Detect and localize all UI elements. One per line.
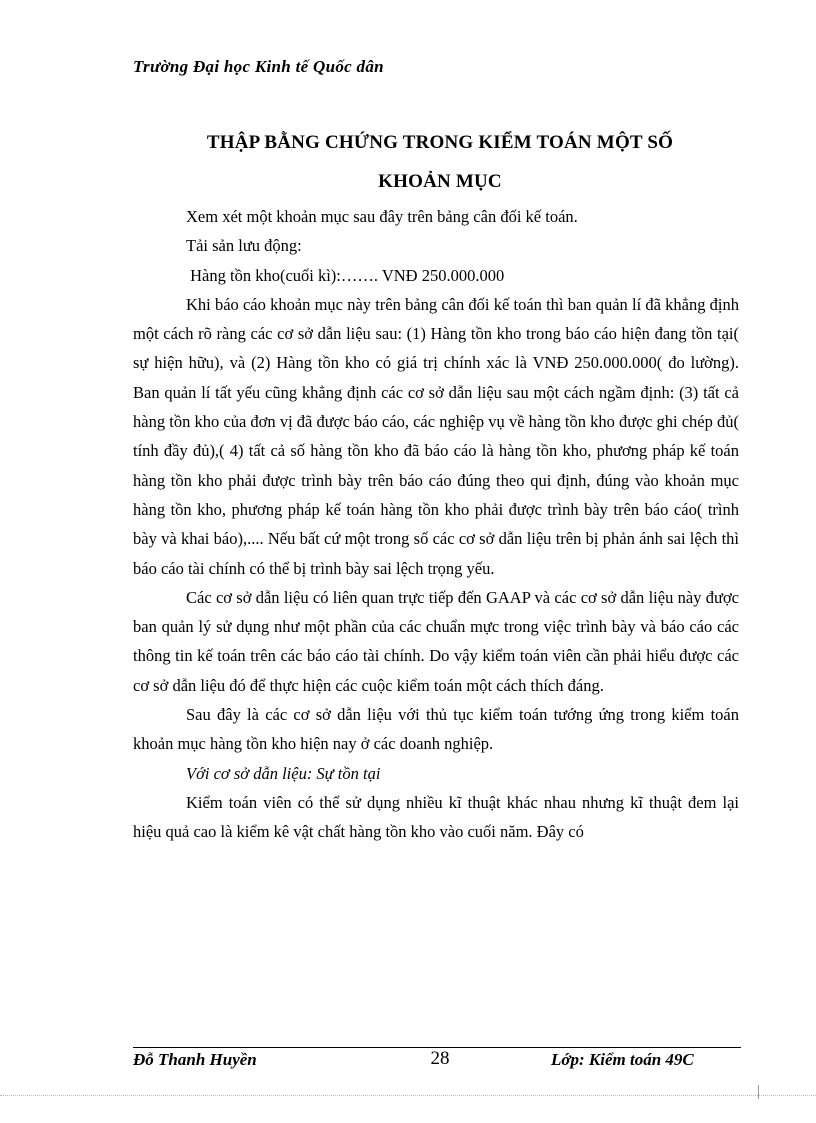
paragraph-gaap: Các cơ sở dẫn liệu có liên quan trực tiếp đến GAAP và các cơ sở dẫn liệu này được ban quản lý sử dụng như một phần của các chuẩn mực trong việc trình bày và báo cáo các thông tin kế toán trên các báo cáo tài chính. Do vậy kiểm toán viên cần phải hiểu được các cơ sở dẫn liệu đó để thực hiện các cuộc kiểm toán một cách thích đáng.	[133, 587, 739, 695]
paragraph-assertions: Khi báo cáo khoản mục này trên bảng cân đối kế toán thì ban quản lí đã khẳng định một cách rõ ràng các cơ sở dẫn liệu sau: (1) Hàng tồn kho trong báo cáo hiện đang tồn tại( sự hiện hữu), và (2) Hàng tồn kho có giá trị chính xác là VNĐ 250.000.000( đo lường). Ban quản lí tất yếu cũng khẳng định các cơ sở dẫn liệu sau một cách ngầm định: (3) tất cả hàng tồn kho của đơn vị đã được báo cáo, các nghiệp vụ về hàng tồn kho được ghi chép đủ( tính đầy đủ),( 4) tất cả số hàng tồn kho đã báo cáo là hàng tồn kho, phương pháp kế toán hàng tồn kho phải được trình bày trên báo cáo đúng theo qui định, đúng vào khoản mục hàng tồn kho, phương pháp kế toán hàng tồn kho phải được trình bày trên báo cáo( trình bày và khai báo),.... Nếu bất cứ một trong số các cơ sở dẫn liệu trên bị phản ánh sai lệch thì báo cáo tài chính có thể bị trình bày sai lệch trọng yếu.	[133, 294, 739, 578]
page-number: 28	[430, 1048, 450, 1069]
paragraph-intro: Xem xét một khoản mục sau đây trên bảng cân đối kế toán.	[186, 207, 578, 226]
page-boundary	[0, 1095, 816, 1096]
footer-class: Lớp: Kiểm toán 49C	[551, 1050, 694, 1069]
paragraph-procedures: Sau đây là các cơ sở dẫn liệu với thủ tục kiểm toán tướng ứng trong kiểm toán khoản mục hàng tồn kho hiện nay ở các doanh nghiệp.	[133, 705, 739, 754]
page-corner-mark	[758, 1085, 759, 1099]
school-header: Trường Đại học Kinh tế Quốc dân	[133, 57, 384, 76]
paragraph-existence-heading: Với cơ sở dẫn liệu: Sự tồn tại	[186, 763, 381, 783]
document-title-line2: KHOẢN MỤC	[378, 171, 502, 192]
paragraph-existence: Kiểm toán viên có thể sử dụng nhiều kĩ thuật khác nhau nhưng kĩ thuật đem lại hiệu quả cao là kiểm kê vật chất hàng tồn kho vào cuối năm. Đây có	[133, 792, 739, 842]
paragraph-inventory-value: Hàng tồn kho(cuối kì):……. VNĐ 250.000.000	[186, 265, 505, 285]
document-body	[133, 202, 739, 847]
paragraph-current-assets: Tải sản lưu động:	[186, 236, 302, 256]
document-title-line1: THẬP BẰNG CHỨNG TRONG KIỂM TOÁN MỘT SỐ	[206, 132, 674, 153]
footer-author: Đỗ Thanh Huyền	[133, 1050, 257, 1069]
